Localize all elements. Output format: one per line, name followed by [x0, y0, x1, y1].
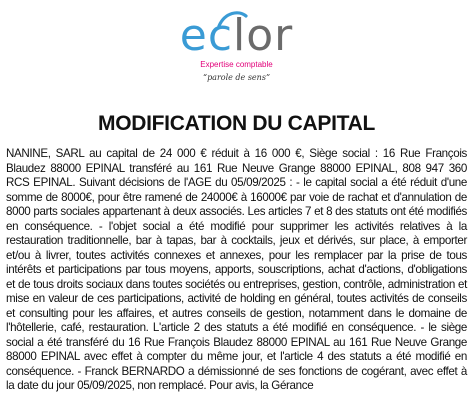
notice-body: NANINE, SARL au capital de 24 000 € réduit à 16 000 €, Siège social : 16 Rue François Blaudez 88000 EPINAL transféré au 161 Rue Neuve Grange 88000 EPINAL, 808 947 360 RCS EPINAL. Suivant décisions de l'AGE du 05/09/2025 : - le capital social a été réduit d'une somme de 8000€, pour être ramené de 24000€ à 16000€ par voie de rachat et d'annulation de 8000 parts sociales appartenant à deux associés. Les articles 7 et 8 des statuts ont été modifiés en conséquence. - l'objet social a été modifié pour supprimer les activités relatives à la restauration traditionnelle, bar à tapas, bar à cocktails, jeux et dérivés, sur place, à emporter et/ou à livrer, toutes activités connexes et annexes, pour les remplacer par la prise de tous intérêts et participations par tous moyens, apports, souscriptions, achat d'actions, d'obligations et de tous droits sociaux dans toutes sociétés ou entreprises, gestion, contrôle, administration et mise en valeur de ces participations, activité de holding en général, toutes activités de conseils et consulting pour les affaires, et autres conseils de gestion, notamment dans le domaine de l'hôtellerie, café, restauration. L'article 2 des statuts a été modifié en conséquence. - le siège social a été transféré du 16 Rue François Blaudez 88000 EPINAL au 161 Rue Neuve Grange 88000 EPINAL avec effet à compter du même jour, et l'article 4 des statuts a été modifié en conséquence. - Franck BERNARDO a démissionné de ses fonctions de cogérant, avec effet à la date du jour 05/09/2025, non remplacé. Pour avis, la Gérance — [6, 147, 467, 392]
company-logo — [0, 0, 473, 96]
logo-wordmark — [0, 10, 473, 62]
logo-wordmark-prefix: ec — [179, 10, 234, 61]
logo-tagline: Expertise comptable — [200, 60, 273, 69]
notice-title: MODIFICATION DU CAPITAL — [98, 112, 375, 135]
logo-signature: “parole de sens” — [202, 73, 271, 82]
logo-wordmark-suffix: lor — [233, 10, 294, 61]
logo-signature-text: parole de sens — [207, 73, 266, 82]
